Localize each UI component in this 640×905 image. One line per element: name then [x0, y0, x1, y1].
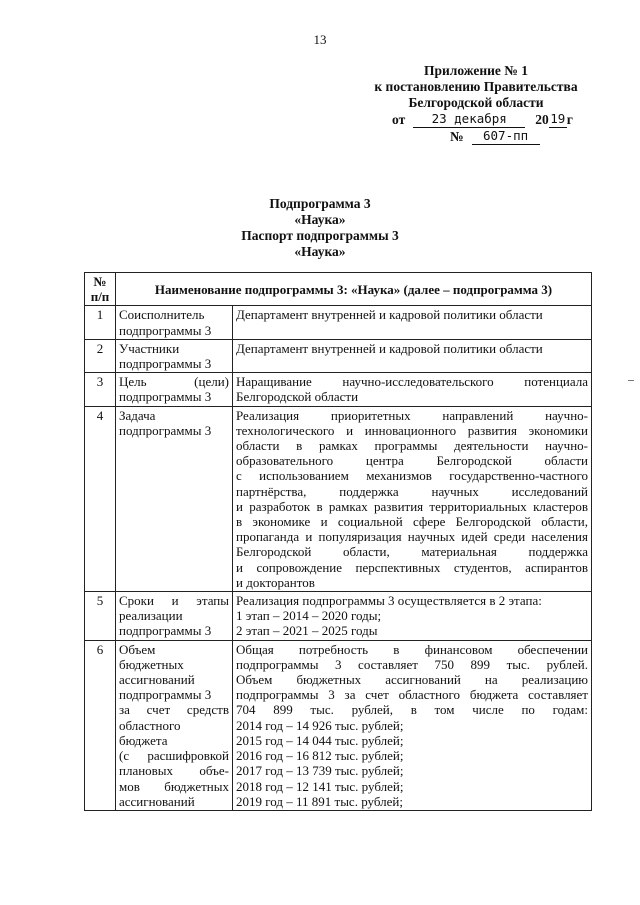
row-label-line: Сроки и этапы	[119, 593, 229, 609]
table-row	[85, 339, 592, 372]
row-label-line: за счет средств	[119, 702, 229, 718]
row-label-line: мов бюджетных	[119, 778, 229, 794]
row-label-line: Объем	[119, 641, 156, 657]
row-number: 3	[85, 373, 116, 406]
row-content-line: 2015 год – 14 044 тыс. рублей;	[236, 732, 404, 748]
appendix-title: Приложение № 1	[424, 63, 528, 78]
row-content	[233, 592, 592, 641]
row-number: 4	[85, 406, 116, 591]
row-label-line: бюджетных	[119, 656, 184, 672]
header-number-cell	[85, 273, 116, 306]
row-content	[233, 373, 592, 406]
row-label-line: подпрограммы 3	[119, 623, 212, 639]
table-row	[85, 306, 592, 339]
row-content-line: образовательного центра Белгородской области	[236, 453, 588, 469]
row-label-line: Участники	[119, 340, 180, 356]
row-content-line: Белгородской области, материальная поддержка	[236, 544, 588, 560]
row-content-line: и докторантов	[236, 574, 315, 590]
row-content-line: 704 899 тыс. рублей, в том числе по годам:	[236, 702, 588, 718]
table-row	[85, 640, 592, 810]
row-label-line: подпрограммы 3	[119, 389, 212, 405]
row-label-line: (с расшифровкой	[119, 748, 229, 764]
passport-name: «Наука»	[294, 244, 346, 259]
row-label-line: подпрограммы 3	[119, 322, 212, 338]
table-row	[85, 406, 592, 591]
table-row	[85, 592, 592, 641]
row-content-line: Реализация подпрограммы 3 осуществляется в 2 этапа:	[236, 593, 542, 609]
row-label-line: ассигнований	[119, 793, 195, 809]
row-content-line: 2017 год – 13 739 тыс. рублей;	[236, 763, 404, 779]
subprogram-title: Подпрограмма 3	[269, 196, 371, 211]
header-title: Наименование подпрограммы 3: «Наука» (далее – подпрограмма 3)	[116, 273, 592, 306]
row-label-line: реализации	[119, 608, 183, 624]
row-content-line: Реализация приоритетных направлений научно-	[236, 407, 588, 423]
number-prefix: №	[450, 129, 464, 144]
row-label-line: Задача	[119, 407, 156, 423]
date-prefix: от	[392, 112, 406, 127]
row-label	[116, 592, 233, 641]
scan-mark	[628, 380, 634, 381]
resolution-details	[392, 111, 602, 145]
row-content-line: Объем бюджетных ассигнований на реализацию	[236, 672, 588, 688]
row-content	[233, 306, 592, 339]
resolution-year: 19	[550, 111, 566, 126]
row-number: 2	[85, 339, 116, 372]
row-content-line: 2 этап – 2021 – 2025 годы	[236, 623, 378, 639]
table-body	[85, 306, 592, 811]
row-content	[233, 640, 592, 810]
row-number: 1	[85, 306, 116, 339]
row-content-line: 2016 год – 16 812 тыс. рублей;	[236, 748, 404, 764]
row-label-line: подпрограммы 3	[119, 356, 212, 372]
row-label	[116, 339, 233, 372]
year-prefix: 20	[535, 112, 549, 127]
row-label-line: бюджета	[119, 732, 168, 748]
resolution-date-row	[392, 111, 602, 128]
row-label-line: подпрограммы 3	[119, 687, 212, 703]
row-content-line: и сопровождение перспективных студентов, аспирантов	[236, 559, 588, 575]
row-content-line: 2014 год – 14 926 тыс. рублей;	[236, 717, 404, 733]
resolution-date: 23 декабря	[413, 111, 525, 128]
row-label	[116, 306, 233, 339]
row-content	[233, 339, 592, 372]
row-label-line: плановых объе-	[119, 763, 229, 779]
row-content-line: подпрограммы 3 составляет 750 899 тыс. рублей.	[236, 656, 588, 672]
row-content-line: 2018 год – 12 141 тыс. рублей;	[236, 778, 404, 794]
row-content-line: технологического и инновационного развития экономики	[236, 422, 588, 438]
row-content-line: в экономике и социальной сфере Белгородской области,	[236, 514, 588, 530]
row-content-line: Департамент внутренней и кадровой политики области	[236, 307, 543, 323]
row-number: 5	[85, 592, 116, 641]
row-content-line: 2019 год – 11 891 тыс. рублей;	[236, 793, 403, 809]
row-content-line: подпрограммы 3 за счет областного бюджета составляет	[236, 687, 588, 703]
row-content-line: пропаганда и популяризация научных идей среди населения	[236, 529, 588, 545]
row-label	[116, 640, 233, 810]
subprogram-heading	[0, 196, 640, 260]
table-row	[85, 373, 592, 406]
appendix-header	[360, 63, 592, 111]
row-content-line: и разработок в рамках развития территориальных кластеров	[236, 498, 588, 514]
row-content-line: Наращивание научно-исследовательского потенциала	[236, 374, 588, 390]
passport-title: Паспорт подпрограммы 3	[241, 228, 399, 243]
row-label-line: областного	[119, 717, 181, 733]
row-content-line: Белгородской области	[236, 389, 359, 405]
row-number: 6	[85, 640, 116, 810]
row-content-line: партнёрства, поддержка научных исследований	[236, 483, 588, 499]
header-number-symbol: №	[93, 274, 107, 289]
row-content	[233, 406, 592, 591]
appendix-region: Белгородской области	[408, 95, 544, 110]
row-content-line: Департамент внутренней и кадровой политики области	[236, 340, 543, 356]
row-content-line: 1 этап – 2014 – 2020 годы;	[236, 608, 382, 624]
row-label	[116, 373, 233, 406]
resolution-number-row	[450, 128, 602, 145]
table-header-row	[85, 273, 592, 306]
row-label-line: ассигнований	[119, 672, 195, 688]
row-content-line: с использованием механизмов государственно-частного	[236, 468, 588, 484]
row-label	[116, 406, 233, 591]
year-suffix: г	[566, 112, 573, 127]
row-label-line: подпрограммы 3	[119, 422, 212, 438]
header-number-label: п/п	[90, 289, 110, 305]
row-content-line: Общая потребность в финансовом обеспечении	[236, 641, 588, 657]
resolution-number: 607-пп	[472, 128, 540, 145]
appendix-resolution: к постановлению Правительства	[374, 79, 578, 94]
row-content-line: области в рамках программы деятельности научно-	[236, 438, 588, 454]
page-number: 13	[313, 32, 327, 47]
passport-table	[84, 272, 592, 811]
subprogram-name: «Наука»	[294, 212, 346, 227]
row-label-line: Соисполнитель	[119, 307, 205, 323]
row-label-line: Цель (цели)	[119, 374, 229, 390]
